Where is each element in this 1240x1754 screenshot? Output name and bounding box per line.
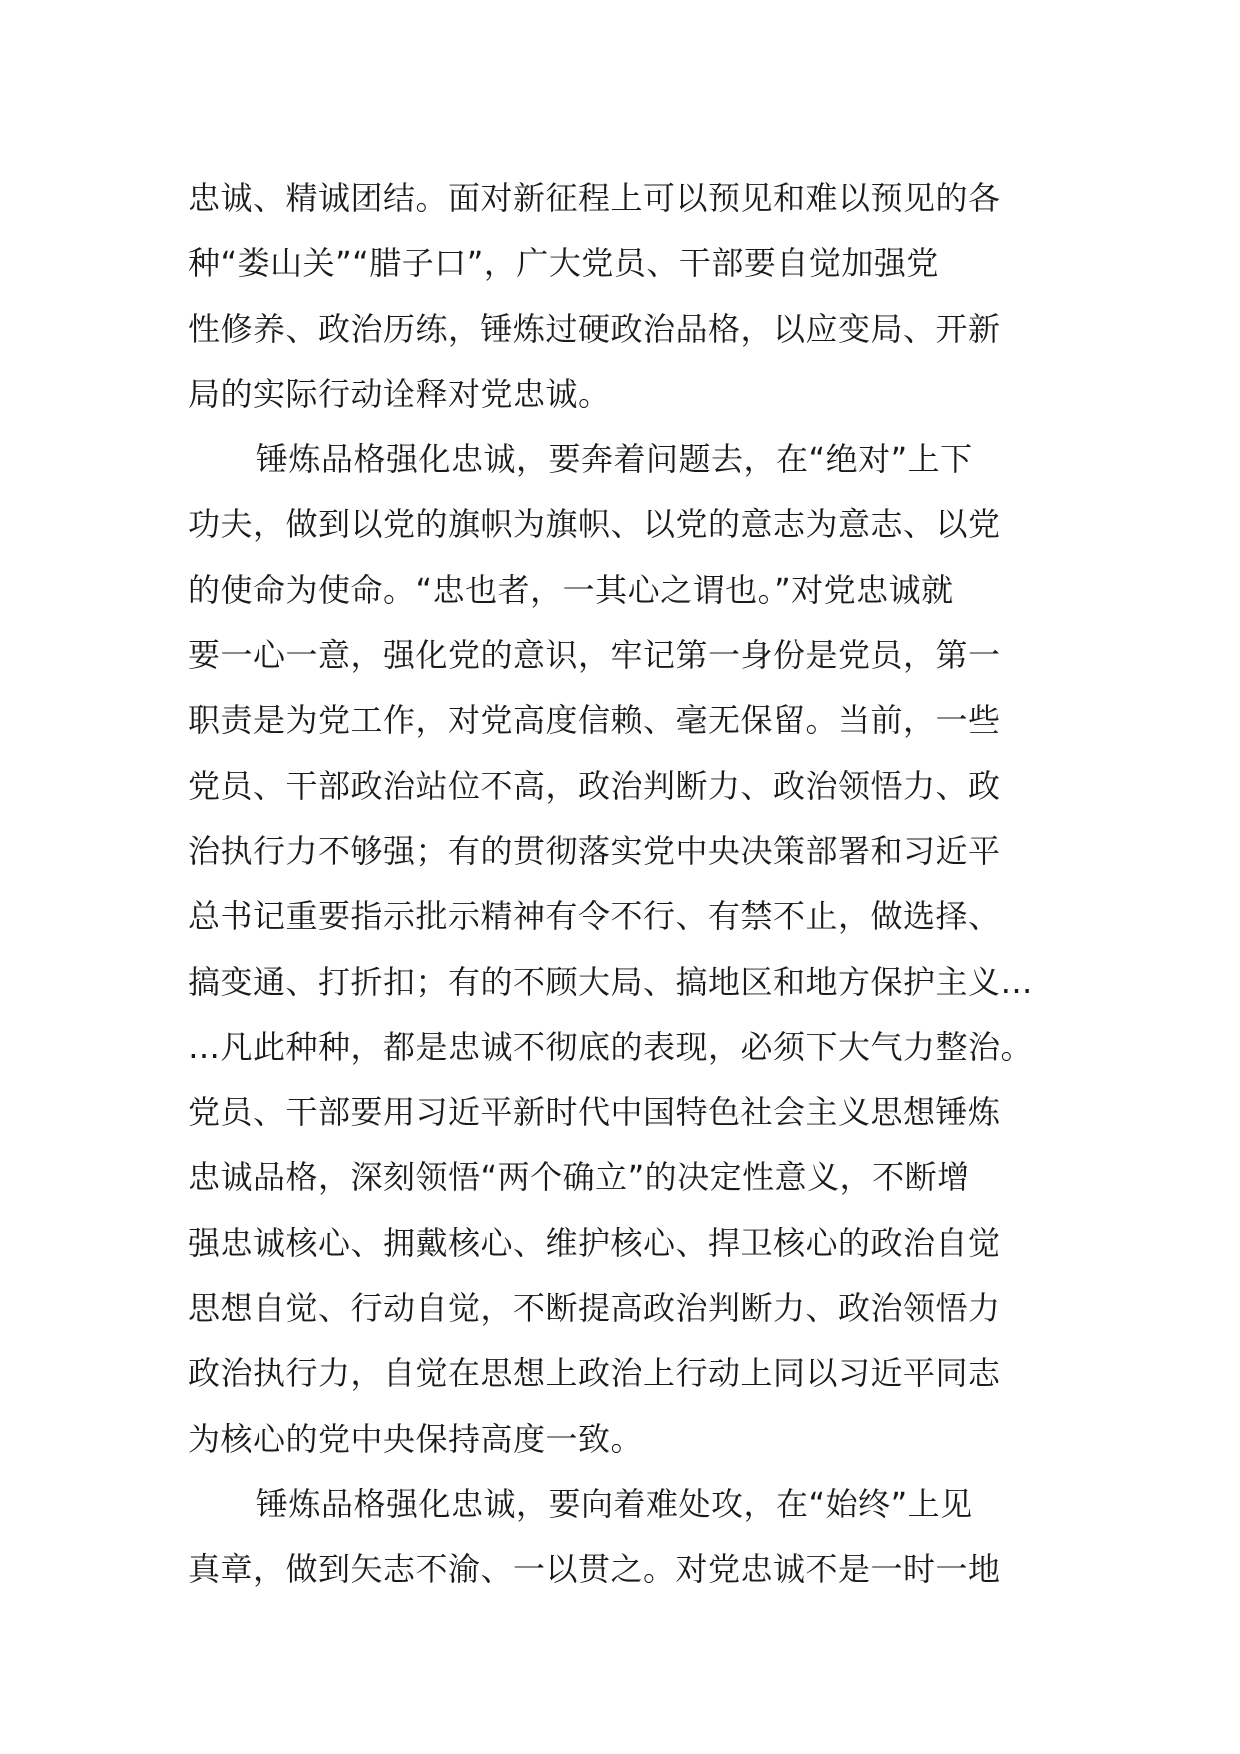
body-text <box>188 166 1058 1603</box>
text-line: 忠诚、精诚团结。面对新征程上可以预见和难以预见的各 <box>188 179 1001 217</box>
text-line: 职责是为党工作，对党高度信赖、毫无保留。当前，一些 <box>188 701 1001 740</box>
text-line: 政治执行力，自觉在思想上政治上行动上同以习近平同志 <box>188 1354 1001 1393</box>
text-line: 为核心的党中央保持高度一致。 <box>188 1419 644 1458</box>
text-line: 功夫，做到以党的旗帜为旗帜、以党的意志为意志、以党 <box>188 505 1001 544</box>
text-line: 真章，做到矢志不渝、一以贯之。对党忠诚不是一时一地 <box>188 1550 1001 1589</box>
text-line: 强忠诚核心、拥戴核心、维护核心、捍卫核心的政治自觉 <box>188 1223 1001 1262</box>
text-line: 种“娄山关”“腊子口”，广大党员、干部要自觉加强党 <box>188 244 939 283</box>
text-line: …凡此种种，都是忠诚不彻底的表现，必须下大气力整治。 <box>188 1027 1034 1066</box>
paragraph-start-line: 锤炼品格强化忠诚，要向着难处攻，在“始终”上见 <box>256 1484 973 1523</box>
text-line: 忠诚品格，深刻领悟“两个确立”的决定性意义，不断增 <box>188 1158 970 1197</box>
text-line: 治执行力不够强；有的贯彻落实党中央决策部署和习近平 <box>188 831 1001 870</box>
text-line: 党员、干部要用习近平新时代中国特色社会主义思想锤炼 <box>188 1093 1001 1132</box>
text-line: 总书记重要指示批示精神有令不行、有禁不止，做选择、 <box>188 897 1001 936</box>
text-line: 局的实际行动诠释对党忠诚。 <box>188 374 611 413</box>
text-line: 思想自觉、行动自觉，不断提高政治判断力、政治领悟力 <box>188 1289 1001 1328</box>
paragraph-start-line: 锤炼品格强化忠诚，要奔着问题去，在“绝对”上下 <box>256 440 973 479</box>
text-line: 党员、干部政治站位不高，政治判断力、政治领悟力、政 <box>188 766 1001 805</box>
text-line: 搞变通、打折扣；有的不顾大局、搞地区和地方保护主义… <box>188 962 1034 1001</box>
text-line: 的使命为使命。“忠也者，一其心之谓也。”对党忠诚就 <box>188 570 954 609</box>
text-line: 要一心一意，强化党的意识，牢记第一身份是党员，第一 <box>188 636 1001 675</box>
text-line: 性修养、政治历练，锤炼过硬政治品格，以应变局、开新 <box>188 309 1001 348</box>
